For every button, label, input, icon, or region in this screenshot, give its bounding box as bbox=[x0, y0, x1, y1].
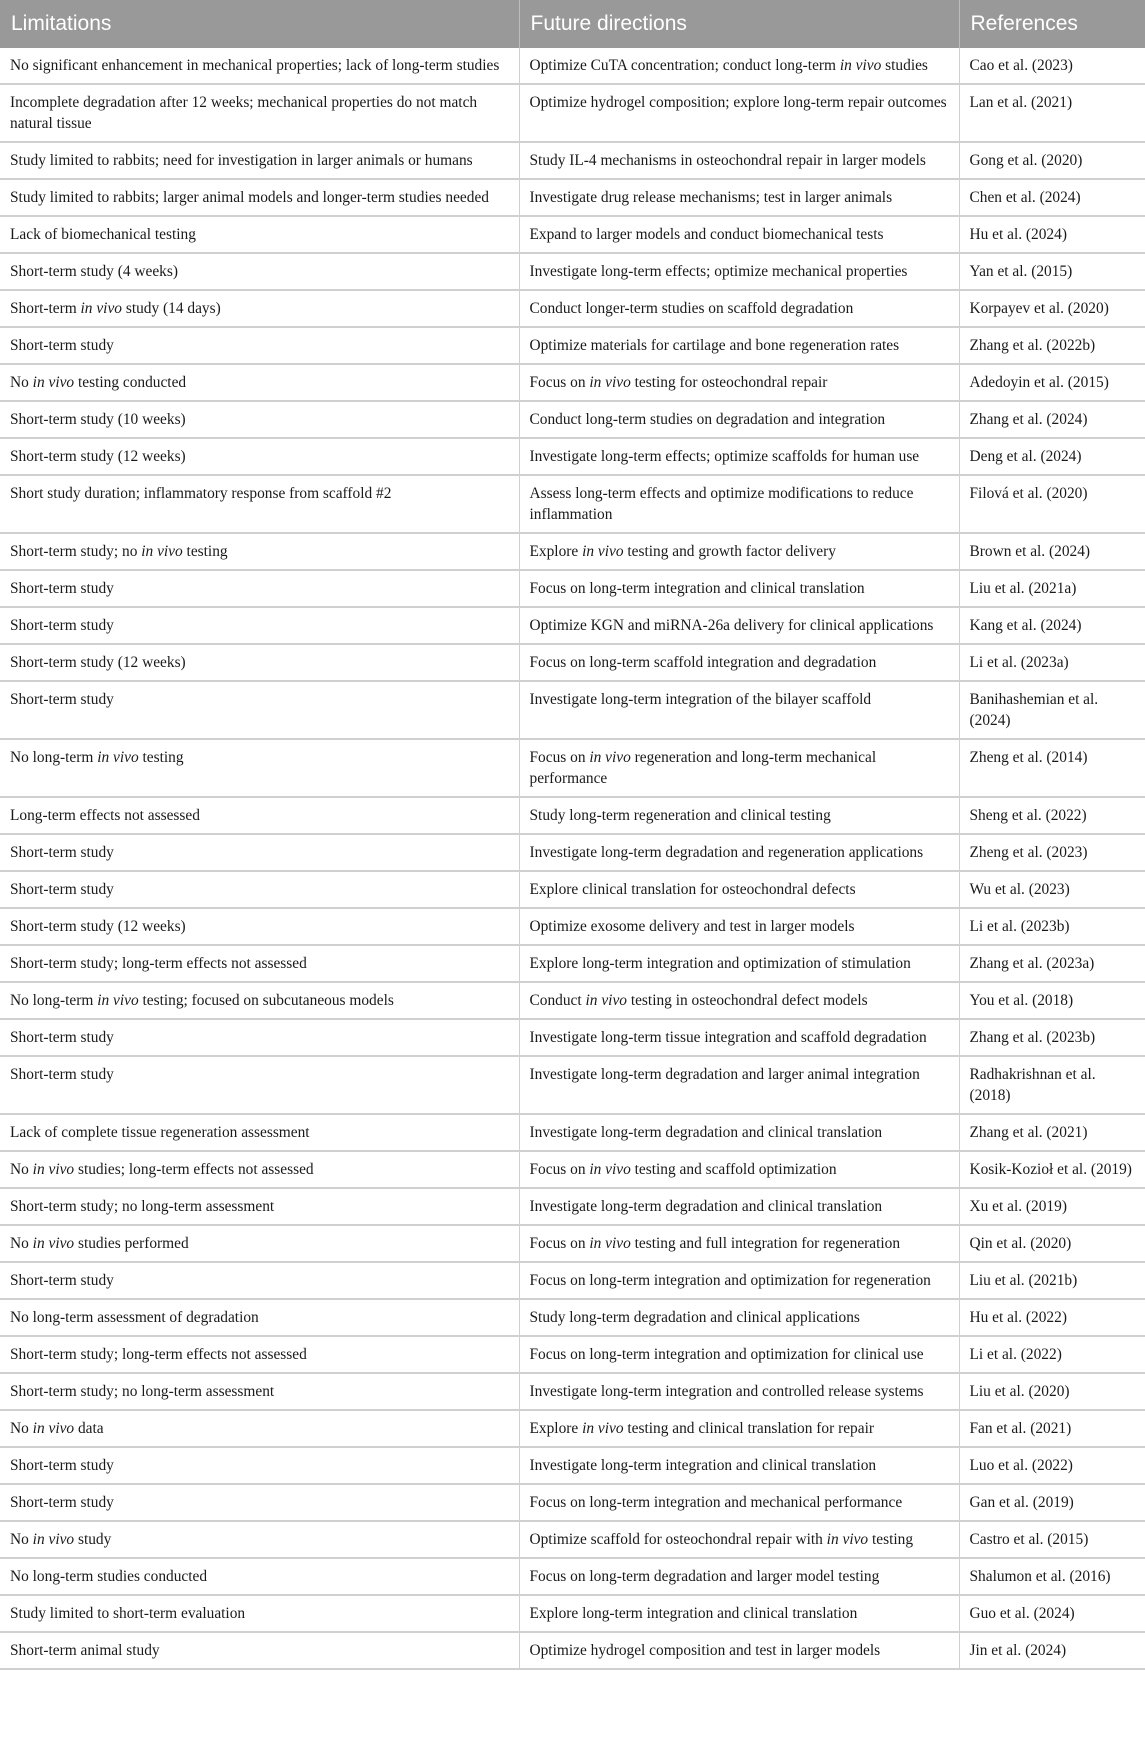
future-direction-cell: Focus on long-term degradation and larger model testing bbox=[519, 1558, 959, 1595]
limitation-cell: Lack of biomechanical testing bbox=[0, 216, 519, 253]
limitation-cell: Short-term study bbox=[0, 1019, 519, 1056]
limitation-cell: Short-term study (10 weeks) bbox=[0, 401, 519, 438]
table-row bbox=[0, 797, 1145, 834]
future-direction-cell: Focus on long-term integration and optimization for regeneration bbox=[519, 1262, 959, 1299]
table-row bbox=[0, 142, 1145, 179]
future-direction-cell: Optimize materials for cartilage and bone regeneration rates bbox=[519, 327, 959, 364]
table-row bbox=[0, 1188, 1145, 1225]
table-row bbox=[0, 1447, 1145, 1484]
table-row bbox=[0, 253, 1145, 290]
future-direction-cell: Investigate long-term effects; optimize mechanical properties bbox=[519, 253, 959, 290]
limitation-cell: Short-term study (4 weeks) bbox=[0, 253, 519, 290]
reference-cell: Li et al. (2023a) bbox=[959, 644, 1145, 681]
future-direction-cell: Study IL-4 mechanisms in osteochondral repair in larger models bbox=[519, 142, 959, 179]
limitation-cell: No significant enhancement in mechanical properties; lack of long-term studies bbox=[0, 48, 519, 84]
reference-cell: Adedoyin et al. (2015) bbox=[959, 364, 1145, 401]
future-direction-cell: Explore in vivo testing and clinical translation for repair bbox=[519, 1410, 959, 1447]
table-row bbox=[0, 1114, 1145, 1151]
limitation-cell: Study limited to short-term evaluation bbox=[0, 1595, 519, 1632]
limitation-cell: Short-term study bbox=[0, 1484, 519, 1521]
future-direction-cell: Study long-term degradation and clinical applications bbox=[519, 1299, 959, 1336]
table-row bbox=[0, 1151, 1145, 1188]
future-direction-cell: Investigate long-term integration and clinical translation bbox=[519, 1447, 959, 1484]
limitation-cell: No long-term studies conducted bbox=[0, 1558, 519, 1595]
table-row bbox=[0, 1632, 1145, 1669]
reference-cell: Banihashemian et al. (2024) bbox=[959, 681, 1145, 739]
limitation-cell: No long-term in vivo testing; focused on subcutaneous models bbox=[0, 982, 519, 1019]
table-row bbox=[0, 644, 1145, 681]
limitation-cell: Short-term study bbox=[0, 1447, 519, 1484]
future-direction-cell: Explore in vivo testing and growth factor delivery bbox=[519, 533, 959, 570]
limitation-cell: Short-term study bbox=[0, 871, 519, 908]
reference-cell: Cao et al. (2023) bbox=[959, 48, 1145, 84]
table-row bbox=[0, 1410, 1145, 1447]
future-direction-cell: Focus on long-term integration and clinical translation bbox=[519, 570, 959, 607]
future-direction-cell: Investigate long-term degradation and regeneration applications bbox=[519, 834, 959, 871]
future-direction-cell: Investigate drug release mechanisms; test in larger animals bbox=[519, 179, 959, 216]
future-direction-cell: Explore long-term integration and optimization of stimulation bbox=[519, 945, 959, 982]
future-direction-cell: Investigate long-term degradation and larger animal integration bbox=[519, 1056, 959, 1114]
table-body bbox=[0, 48, 1145, 1669]
reference-cell: Lan et al. (2021) bbox=[959, 84, 1145, 142]
table-row bbox=[0, 570, 1145, 607]
reference-cell: Qin et al. (2020) bbox=[959, 1225, 1145, 1262]
table-row bbox=[0, 607, 1145, 644]
header-limitations: Limitations bbox=[0, 0, 519, 48]
reference-cell: Luo et al. (2022) bbox=[959, 1447, 1145, 1484]
table-row bbox=[0, 1225, 1145, 1262]
reference-cell: Wu et al. (2023) bbox=[959, 871, 1145, 908]
limitation-cell: No in vivo studies; long-term effects not assessed bbox=[0, 1151, 519, 1188]
reference-cell: Filová et al. (2020) bbox=[959, 475, 1145, 533]
limitation-cell: Study limited to rabbits; larger animal models and longer-term studies needed bbox=[0, 179, 519, 216]
table-row bbox=[0, 290, 1145, 327]
limitation-cell: Short-term study bbox=[0, 681, 519, 739]
table-row bbox=[0, 1056, 1145, 1114]
limitation-cell: Short-term study; long-term effects not assessed bbox=[0, 1336, 519, 1373]
reference-cell: Xu et al. (2019) bbox=[959, 1188, 1145, 1225]
future-direction-cell: Focus on in vivo testing and full integration for regeneration bbox=[519, 1225, 959, 1262]
table-row bbox=[0, 327, 1145, 364]
limitation-cell: Short-term study (12 weeks) bbox=[0, 644, 519, 681]
table-row bbox=[0, 364, 1145, 401]
future-direction-cell: Optimize exosome delivery and test in larger models bbox=[519, 908, 959, 945]
table-row bbox=[0, 1373, 1145, 1410]
reference-cell: Hu et al. (2024) bbox=[959, 216, 1145, 253]
table-row bbox=[0, 438, 1145, 475]
future-direction-cell: Investigate long-term integration and controlled release systems bbox=[519, 1373, 959, 1410]
future-direction-cell: Conduct in vivo testing in osteochondral defect models bbox=[519, 982, 959, 1019]
reference-cell: Gan et al. (2019) bbox=[959, 1484, 1145, 1521]
limitation-cell: No in vivo data bbox=[0, 1410, 519, 1447]
future-direction-cell: Focus on long-term integration and mechanical performance bbox=[519, 1484, 959, 1521]
reference-cell: Chen et al. (2024) bbox=[959, 179, 1145, 216]
table-row bbox=[0, 1299, 1145, 1336]
table-row bbox=[0, 401, 1145, 438]
table-row bbox=[0, 1019, 1145, 1056]
limitation-cell: Short-term study; no long-term assessment bbox=[0, 1188, 519, 1225]
reference-cell: Hu et al. (2022) bbox=[959, 1299, 1145, 1336]
future-direction-cell: Investigate long-term effects; optimize scaffolds for human use bbox=[519, 438, 959, 475]
limitation-cell: Short-term study (12 weeks) bbox=[0, 908, 519, 945]
reference-cell: Radhakrishnan et al. (2018) bbox=[959, 1056, 1145, 1114]
reference-cell: Deng et al. (2024) bbox=[959, 438, 1145, 475]
limitation-cell: Short-term study; long-term effects not assessed bbox=[0, 945, 519, 982]
reference-cell: Zhang et al. (2024) bbox=[959, 401, 1145, 438]
reference-cell: Zheng et al. (2023) bbox=[959, 834, 1145, 871]
reference-cell: Yan et al. (2015) bbox=[959, 253, 1145, 290]
limitation-cell: No in vivo studies performed bbox=[0, 1225, 519, 1262]
future-direction-cell: Optimize scaffold for osteochondral repair with in vivo testing bbox=[519, 1521, 959, 1558]
reference-cell: Li et al. (2023b) bbox=[959, 908, 1145, 945]
limitation-cell: Short-term study bbox=[0, 607, 519, 644]
future-direction-cell: Focus on long-term integration and optimization for clinical use bbox=[519, 1336, 959, 1373]
reference-cell: Zhang et al. (2021) bbox=[959, 1114, 1145, 1151]
limitation-cell: Short-term study bbox=[0, 1056, 519, 1114]
future-direction-cell: Explore clinical translation for osteochondral defects bbox=[519, 871, 959, 908]
limitation-cell: Short study duration; inflammatory response from scaffold #2 bbox=[0, 475, 519, 533]
table-row bbox=[0, 48, 1145, 84]
reference-cell: Liu et al. (2021a) bbox=[959, 570, 1145, 607]
limitation-cell: No in vivo study bbox=[0, 1521, 519, 1558]
future-direction-cell: Optimize KGN and miRNA-26a delivery for clinical applications bbox=[519, 607, 959, 644]
limitation-cell: Short-term study; no long-term assessment bbox=[0, 1373, 519, 1410]
future-direction-cell: Focus on in vivo regeneration and long-term mechanical performance bbox=[519, 739, 959, 797]
reference-cell: You et al. (2018) bbox=[959, 982, 1145, 1019]
future-direction-cell: Optimize CuTA concentration; conduct long-term in vivo studies bbox=[519, 48, 959, 84]
limitation-cell: No long-term in vivo testing bbox=[0, 739, 519, 797]
reference-cell: Gong et al. (2020) bbox=[959, 142, 1145, 179]
limitation-cell: Short-term study bbox=[0, 327, 519, 364]
reference-cell: Jin et al. (2024) bbox=[959, 1632, 1145, 1669]
future-direction-cell: Conduct longer-term studies on scaffold degradation bbox=[519, 290, 959, 327]
limitation-cell: Short-term animal study bbox=[0, 1632, 519, 1669]
table-row bbox=[0, 982, 1145, 1019]
reference-cell: Castro et al. (2015) bbox=[959, 1521, 1145, 1558]
table-row bbox=[0, 533, 1145, 570]
table-row bbox=[0, 1595, 1145, 1632]
reference-cell: Zheng et al. (2014) bbox=[959, 739, 1145, 797]
future-direction-cell: Study long-term regeneration and clinical testing bbox=[519, 797, 959, 834]
reference-cell: Kang et al. (2024) bbox=[959, 607, 1145, 644]
table-row bbox=[0, 908, 1145, 945]
reference-cell: Shalumon et al. (2016) bbox=[959, 1558, 1145, 1595]
reference-cell: Liu et al. (2021b) bbox=[959, 1262, 1145, 1299]
table-row bbox=[0, 834, 1145, 871]
future-direction-cell: Optimize hydrogel composition; explore long-term repair outcomes bbox=[519, 84, 959, 142]
table-row bbox=[0, 1521, 1145, 1558]
table-row bbox=[0, 681, 1145, 739]
table-row bbox=[0, 84, 1145, 142]
future-direction-cell: Investigate long-term integration of the bilayer scaffold bbox=[519, 681, 959, 739]
table-row bbox=[0, 216, 1145, 253]
reference-cell: Zhang et al. (2023a) bbox=[959, 945, 1145, 982]
table-row bbox=[0, 945, 1145, 982]
future-direction-cell: Expand to larger models and conduct biomechanical tests bbox=[519, 216, 959, 253]
future-direction-cell: Focus on in vivo testing and scaffold optimization bbox=[519, 1151, 959, 1188]
reference-cell: Liu et al. (2020) bbox=[959, 1373, 1145, 1410]
header-future-directions: Future directions bbox=[519, 0, 959, 48]
limitation-cell: Short-term study (12 weeks) bbox=[0, 438, 519, 475]
table-row bbox=[0, 475, 1145, 533]
limitation-cell: Long-term effects not assessed bbox=[0, 797, 519, 834]
reference-cell: Zhang et al. (2023b) bbox=[959, 1019, 1145, 1056]
table-row bbox=[0, 1336, 1145, 1373]
limitation-cell: Short-term study bbox=[0, 1262, 519, 1299]
reference-cell: Kosik-Kozioł et al. (2019) bbox=[959, 1151, 1145, 1188]
future-direction-cell: Focus on in vivo testing for osteochondral repair bbox=[519, 364, 959, 401]
reference-cell: Sheng et al. (2022) bbox=[959, 797, 1145, 834]
table-row bbox=[0, 179, 1145, 216]
future-direction-cell: Optimize hydrogel composition and test in larger models bbox=[519, 1632, 959, 1669]
future-direction-cell: Conduct long-term studies on degradation and integration bbox=[519, 401, 959, 438]
reference-cell: Li et al. (2022) bbox=[959, 1336, 1145, 1373]
table-row bbox=[0, 739, 1145, 797]
limitation-cell: Incomplete degradation after 12 weeks; mechanical properties do not match natural tissue bbox=[0, 84, 519, 142]
limitation-cell: Lack of complete tissue regeneration assessment bbox=[0, 1114, 519, 1151]
table-row bbox=[0, 1484, 1145, 1521]
limitation-cell: Short-term in vivo study (14 days) bbox=[0, 290, 519, 327]
future-direction-cell: Investigate long-term degradation and clinical translation bbox=[519, 1114, 959, 1151]
reference-cell: Guo et al. (2024) bbox=[959, 1595, 1145, 1632]
future-direction-cell: Investigate long-term degradation and clinical translation bbox=[519, 1188, 959, 1225]
table-row bbox=[0, 1558, 1145, 1595]
future-direction-cell: Investigate long-term tissue integration and scaffold degradation bbox=[519, 1019, 959, 1056]
table-row bbox=[0, 1262, 1145, 1299]
future-direction-cell: Focus on long-term scaffold integration and degradation bbox=[519, 644, 959, 681]
table-row bbox=[0, 871, 1145, 908]
limitation-cell: Short-term study bbox=[0, 834, 519, 871]
limitation-cell: No long-term assessment of degradation bbox=[0, 1299, 519, 1336]
limitation-cell: Study limited to rabbits; need for investigation in larger animals or humans bbox=[0, 142, 519, 179]
limitation-cell: Short-term study bbox=[0, 570, 519, 607]
future-direction-cell: Assess long-term effects and optimize modifications to reduce inflammation bbox=[519, 475, 959, 533]
reference-cell: Brown et al. (2024) bbox=[959, 533, 1145, 570]
reference-cell: Fan et al. (2021) bbox=[959, 1410, 1145, 1447]
limitation-cell: No in vivo testing conducted bbox=[0, 364, 519, 401]
reference-cell: Zhang et al. (2022b) bbox=[959, 327, 1145, 364]
future-direction-cell: Explore long-term integration and clinical translation bbox=[519, 1595, 959, 1632]
limitation-cell: Short-term study; no in vivo testing bbox=[0, 533, 519, 570]
header-row bbox=[0, 0, 1145, 48]
header-references: References bbox=[959, 0, 1145, 48]
reference-cell: Korpayev et al. (2020) bbox=[959, 290, 1145, 327]
